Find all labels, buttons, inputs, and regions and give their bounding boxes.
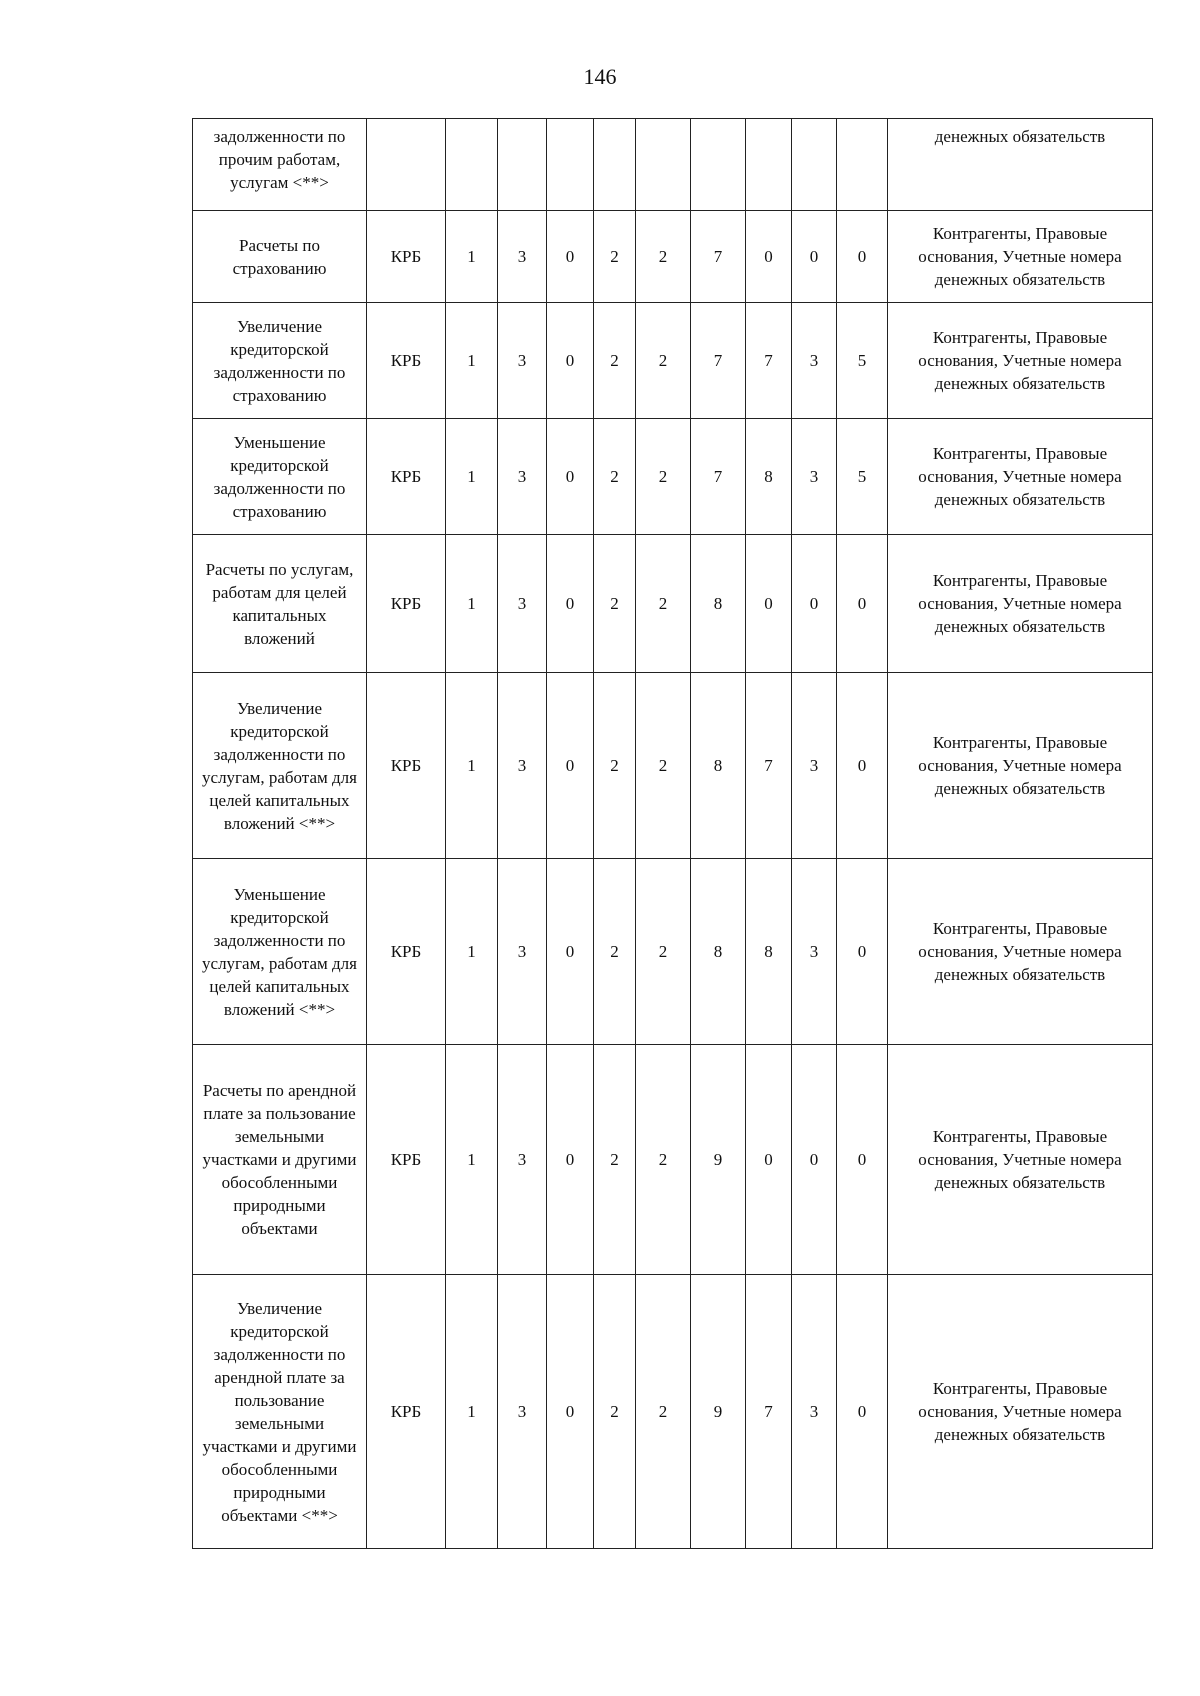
table-row: [193, 535, 1153, 673]
account-digit-cell: 3: [498, 419, 547, 535]
analytics-cell: денежных обязательств: [888, 119, 1153, 211]
account-digit-cell: 0: [837, 1045, 888, 1275]
account-name-cell: Увеличение кредиторской задолженности по арендной плате за пользование земельными участками и другими обособленными природными объектами <**>: [193, 1275, 367, 1549]
account-digit-cell: 7: [746, 673, 792, 859]
account-digit-cell: 3: [792, 1275, 837, 1549]
account-digit-cell: 8: [691, 859, 746, 1045]
account-digit-cell: 0: [792, 535, 837, 673]
account-digit-cell: 2: [594, 859, 636, 1045]
account-digit-cell: 2: [636, 303, 691, 419]
account-digit-cell: [446, 119, 498, 211]
account-digit-cell: 9: [691, 1045, 746, 1275]
analytics-cell: Контрагенты, Правовые основания, Учетные номера денежных обязательств: [888, 303, 1153, 419]
account-digit-cell: 3: [498, 859, 547, 1045]
budget-code-cell: КРБ: [367, 211, 446, 303]
account-digit-cell: 1: [446, 211, 498, 303]
account-digit-cell: 0: [547, 673, 594, 859]
account-digit-cell: 3: [498, 673, 547, 859]
account-digit-cell: 2: [594, 535, 636, 673]
account-digit-cell: 1: [446, 535, 498, 673]
budget-code-cell: КРБ: [367, 1045, 446, 1275]
account-digit-cell: 1: [446, 859, 498, 1045]
account-digit-cell: 1: [446, 673, 498, 859]
account-digit-cell: [691, 119, 746, 211]
table-row: [193, 211, 1153, 303]
account-digit-cell: 0: [547, 211, 594, 303]
account-digit-cell: 2: [594, 1045, 636, 1275]
account-digit-cell: [837, 119, 888, 211]
account-digit-cell: 3: [792, 419, 837, 535]
account-digit-cell: 2: [636, 211, 691, 303]
account-digit-cell: 5: [837, 303, 888, 419]
account-name-cell: задолженности по прочим работам, услугам <**>: [193, 119, 367, 211]
analytics-cell: Контрагенты, Правовые основания, Учетные номера денежных обязательств: [888, 211, 1153, 303]
account-digit-cell: 2: [594, 1275, 636, 1549]
table-row: [193, 859, 1153, 1045]
account-name-cell: Увеличение кредиторской задолженности по страхованию: [193, 303, 367, 419]
account-digit-cell: 0: [547, 859, 594, 1045]
account-digit-cell: 5: [837, 419, 888, 535]
account-digit-cell: [792, 119, 837, 211]
account-name-cell: Уменьшение кредиторской задолженности по услугам, работам для целей капитальных вложений <**>: [193, 859, 367, 1045]
account-digit-cell: 1: [446, 303, 498, 419]
budget-code-cell: КРБ: [367, 673, 446, 859]
budget-code-cell: КРБ: [367, 303, 446, 419]
account-digit-cell: 8: [746, 419, 792, 535]
analytics-cell: Контрагенты, Правовые основания, Учетные номера денежных обязательств: [888, 1275, 1153, 1549]
account-digit-cell: 1: [446, 1045, 498, 1275]
table-row: [193, 419, 1153, 535]
account-digit-cell: 2: [594, 673, 636, 859]
account-digit-cell: 0: [837, 859, 888, 1045]
account-digit-cell: 0: [837, 1275, 888, 1549]
account-digit-cell: 0: [837, 535, 888, 673]
account-digit-cell: 2: [594, 303, 636, 419]
account-digit-cell: 3: [498, 1275, 547, 1549]
analytics-cell: Контрагенты, Правовые основания, Учетные номера денежных обязательств: [888, 673, 1153, 859]
analytics-cell: Контрагенты, Правовые основания, Учетные номера денежных обязательств: [888, 535, 1153, 673]
budget-code-cell: КРБ: [367, 535, 446, 673]
account-digit-cell: [547, 119, 594, 211]
account-digit-cell: 7: [691, 419, 746, 535]
account-digit-cell: 0: [746, 211, 792, 303]
analytics-cell: Контрагенты, Правовые основания, Учетные номера денежных обязательств: [888, 859, 1153, 1045]
account-digit-cell: 0: [547, 1045, 594, 1275]
account-digit-cell: 3: [792, 673, 837, 859]
account-digit-cell: 0: [547, 535, 594, 673]
account-digit-cell: 9: [691, 1275, 746, 1549]
account-digit-cell: 3: [498, 535, 547, 673]
analytics-cell: Контрагенты, Правовые основания, Учетные номера денежных обязательств: [888, 419, 1153, 535]
budget-code-cell: КРБ: [367, 859, 446, 1045]
account-digit-cell: 3: [498, 1045, 547, 1275]
table-row: [193, 1275, 1153, 1549]
account-digit-cell: 1: [446, 1275, 498, 1549]
accounts-table: [192, 118, 1153, 1549]
account-digit-cell: [636, 119, 691, 211]
account-digit-cell: 7: [746, 303, 792, 419]
account-digit-cell: 0: [746, 1045, 792, 1275]
account-digit-cell: [498, 119, 547, 211]
account-digit-cell: 3: [498, 211, 547, 303]
account-digit-cell: 7: [691, 303, 746, 419]
account-digit-cell: 8: [691, 673, 746, 859]
account-digit-cell: 0: [792, 211, 837, 303]
account-digit-cell: 1: [446, 419, 498, 535]
account-digit-cell: 0: [547, 1275, 594, 1549]
account-name-cell: Уменьшение кредиторской задолженности по страхованию: [193, 419, 367, 535]
account-digit-cell: 2: [636, 859, 691, 1045]
account-digit-cell: 8: [746, 859, 792, 1045]
account-name-cell: Расчеты по услугам, работам для целей капитальных вложений: [193, 535, 367, 673]
account-digit-cell: 0: [547, 303, 594, 419]
account-digit-cell: 2: [636, 1275, 691, 1549]
account-digit-cell: 7: [746, 1275, 792, 1549]
account-digit-cell: 3: [792, 859, 837, 1045]
account-digit-cell: 0: [547, 419, 594, 535]
budget-code-cell: КРБ: [367, 1275, 446, 1549]
account-digit-cell: 2: [636, 673, 691, 859]
page-number: 146: [583, 64, 617, 89]
account-digit-cell: 7: [691, 211, 746, 303]
table-row: [193, 119, 1153, 211]
analytics-cell: Контрагенты, Правовые основания, Учетные номера денежных обязательств: [888, 1045, 1153, 1275]
table-body: [193, 119, 1153, 1549]
account-name-cell: Увеличение кредиторской задолженности по услугам, работам для целей капитальных вложений <**>: [193, 673, 367, 859]
budget-code-cell: [367, 119, 446, 211]
account-digit-cell: [594, 119, 636, 211]
table-row: [193, 1045, 1153, 1275]
account-digit-cell: 0: [746, 535, 792, 673]
table-row: [193, 673, 1153, 859]
account-digit-cell: 3: [792, 303, 837, 419]
account-digit-cell: 2: [636, 419, 691, 535]
account-digit-cell: 0: [837, 211, 888, 303]
account-name-cell: Расчеты по страхованию: [193, 211, 367, 303]
account-digit-cell: [746, 119, 792, 211]
account-digit-cell: 2: [594, 419, 636, 535]
account-digit-cell: 8: [691, 535, 746, 673]
table-row: [193, 303, 1153, 419]
account-digit-cell: 2: [636, 1045, 691, 1275]
account-name-cell: Расчеты по арендной плате за пользование земельными участками и другими обособленными природными объектами: [193, 1045, 367, 1275]
account-digit-cell: 3: [498, 303, 547, 419]
budget-code-cell: КРБ: [367, 419, 446, 535]
account-digit-cell: 0: [792, 1045, 837, 1275]
account-digit-cell: 0: [837, 673, 888, 859]
account-digit-cell: 2: [636, 535, 691, 673]
account-digit-cell: 2: [594, 211, 636, 303]
